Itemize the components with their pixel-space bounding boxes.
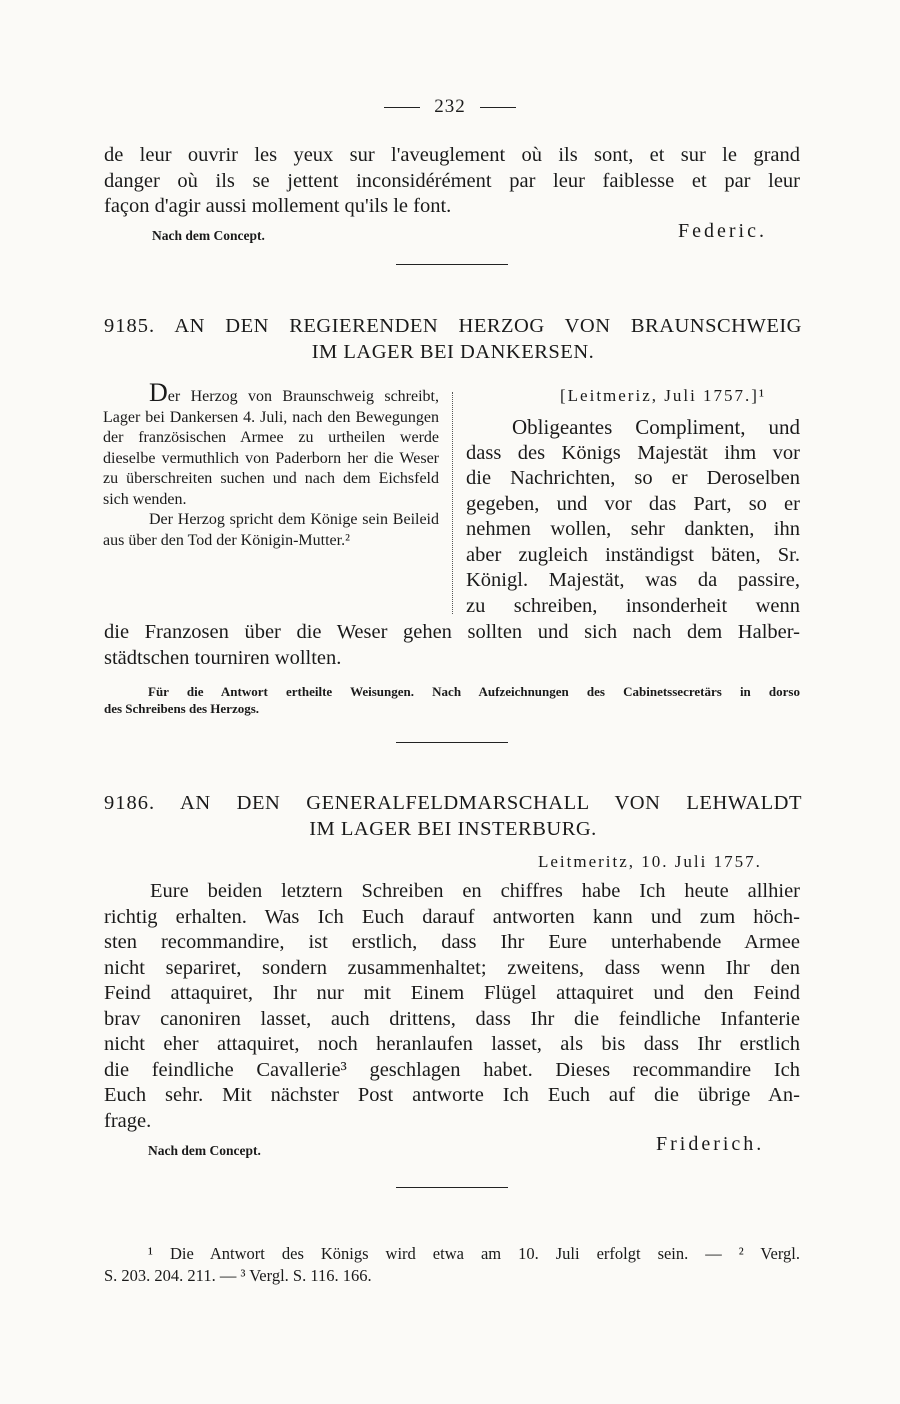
intro-signature: Federic. bbox=[678, 220, 767, 242]
letter-9185-date: [Leitmeriz, Juli 1757.]¹ bbox=[560, 386, 767, 405]
letter-9185-title-line1: AN DEN REGIERENDEN HERZOG VON BRAUNSCHWEIG bbox=[174, 315, 802, 337]
letter-9185-note bbox=[104, 683, 800, 717]
summary-paragraph-1: er Herzog von Braunschweig schreibt, Lager bei Dankersen 4. Juli, nach den Bewegungen der französischen Armee zu urtheilen werde dieselbe vermuthlich von Paderborn her die Weser zu überschreiten suchen und nach dem Eichsfeld sich wenden. bbox=[103, 388, 439, 508]
letter-9185-line: nehmen wollen, sehr dankten, ihn bbox=[466, 518, 800, 540]
letter-9186-line: Feind attaquiret, Ihr nur mit Einem Flügel attaquiret und den Feind bbox=[104, 982, 800, 1004]
letter-9186-heading bbox=[104, 790, 802, 842]
section-rule bbox=[396, 264, 508, 265]
summary-paragraph-2: Der Herzog spricht dem Könige sein Beileid aus über den Tod der Königin-Mutter.² bbox=[103, 511, 439, 549]
letter-9186-text bbox=[104, 879, 800, 1134]
letter-9185-line: dass des Königs Majestät ihm vor bbox=[466, 441, 800, 464]
letter-9186-line: richtig erhalten. Was Ich Euch darauf antworten kann und zum höch- bbox=[104, 905, 800, 928]
letter-9186-line: frage. bbox=[104, 1109, 152, 1132]
footnote-line: S. 203. 204. 211. — ³ Vergl. S. 116. 166. bbox=[104, 1266, 372, 1285]
letter-9185-heading bbox=[104, 313, 802, 365]
section-rule bbox=[396, 742, 508, 743]
letter-9185-line: Obligeantes Compliment, und bbox=[512, 415, 800, 439]
letter-9185-line: Königl. Majestät, was da passire, bbox=[466, 569, 800, 591]
letter-9186-title-line1: AN DEN GENERALFELDMARSCHALL VON LEHWALDT bbox=[180, 792, 802, 814]
header-dash-left bbox=[384, 107, 420, 108]
letter-9186-line: nicht separiret, sondern zusammenhaltet; zweitens, dass wenn Ihr den bbox=[104, 956, 800, 979]
letter-9185-full-line: die Franzosen über die Weser gehen sollten und sich nach dem Halber- bbox=[104, 621, 800, 643]
letter-9185-line: zu schreiben, insonderheit wenn bbox=[466, 594, 800, 617]
column-divider bbox=[452, 392, 453, 614]
letter-9186-date: Leitmeritz, 10. Juli 1757. bbox=[538, 852, 762, 871]
letter-9186-line: Eure beiden letztern Schreiben en chiffres habe Ich heute allhier bbox=[150, 880, 800, 902]
page-header bbox=[0, 96, 900, 118]
letter-9186-number: 9186. bbox=[104, 792, 156, 814]
intro-line: de leur ouvrir les yeux sur l'aveuglement où ils sont, et sur le grand bbox=[104, 144, 800, 166]
header-dash-right bbox=[480, 107, 516, 108]
letter-9185-summary bbox=[103, 378, 439, 551]
letter-9185-full-line: städtschen tourniren wollten. bbox=[104, 646, 342, 669]
letter-9186-title-line2: IM LAGER BEI INSTERBURG. bbox=[309, 818, 597, 840]
footnotes bbox=[104, 1243, 800, 1287]
letter-9186-line: brav canoniren lasset, auch drittens, dass Ihr die feindliche Infanterie bbox=[104, 1007, 800, 1030]
page-number: 232 bbox=[434, 96, 466, 117]
letter-9185-line: aber zugleich inständigst bäten, Sr. bbox=[466, 543, 800, 566]
letter-9185-line: die Nachrichten, so er Deroselben bbox=[466, 467, 800, 489]
intro-line: danger où ils se jettent inconsidérément par leur faiblesse et par leur bbox=[104, 169, 800, 192]
letter-9185-text bbox=[466, 415, 800, 619]
footnote-line: ¹ Die Antwort des Königs wird etwa am 10. Juli erfolgt sein. — ² Vergl. bbox=[148, 1244, 800, 1263]
letter-9186-line: Euch sehr. Mit nächster Post antworte Ich Euch auf die übrige An- bbox=[104, 1084, 800, 1106]
letter-9186-line: nicht eher attaquiret, noch heranlaufen lasset, als bis dass Ihr erstlich bbox=[104, 1033, 800, 1055]
letter-9186-line: sten recommandire, ist erstlich, dass Ihr Eure unterhabende Armee bbox=[104, 931, 800, 953]
letter-9185-title-line2: IM LAGER BEI DANKERSEN. bbox=[311, 341, 595, 363]
letter-9186-line: die feindliche Cavallerie³ geschlagen habet. Dieses recommandire Ich bbox=[104, 1058, 800, 1081]
letter-9185-number: 9185. bbox=[104, 315, 156, 337]
summary-dropcap: D bbox=[149, 378, 168, 407]
letter-9186-source: Nach dem Concept. bbox=[148, 1143, 261, 1158]
letter-9185-line: gegeben, und vor das Part, so er bbox=[466, 492, 800, 515]
note-line: Für die Antwort ertheilte Weisungen. Nach Aufzeichnungen des Cabinetssecretärs in dorso bbox=[148, 684, 800, 699]
note-line: des Schreibens des Herzogs. bbox=[104, 701, 260, 716]
intro-line: façon d'agir aussi mollement qu'ils le font. bbox=[104, 195, 452, 217]
intro-paragraph bbox=[104, 143, 800, 220]
letter-9185-fullwidth bbox=[104, 620, 800, 671]
letter-9186-signature: Friderich. bbox=[656, 1133, 765, 1155]
intro-source: Nach dem Concept. bbox=[152, 228, 265, 243]
section-rule bbox=[396, 1187, 508, 1188]
